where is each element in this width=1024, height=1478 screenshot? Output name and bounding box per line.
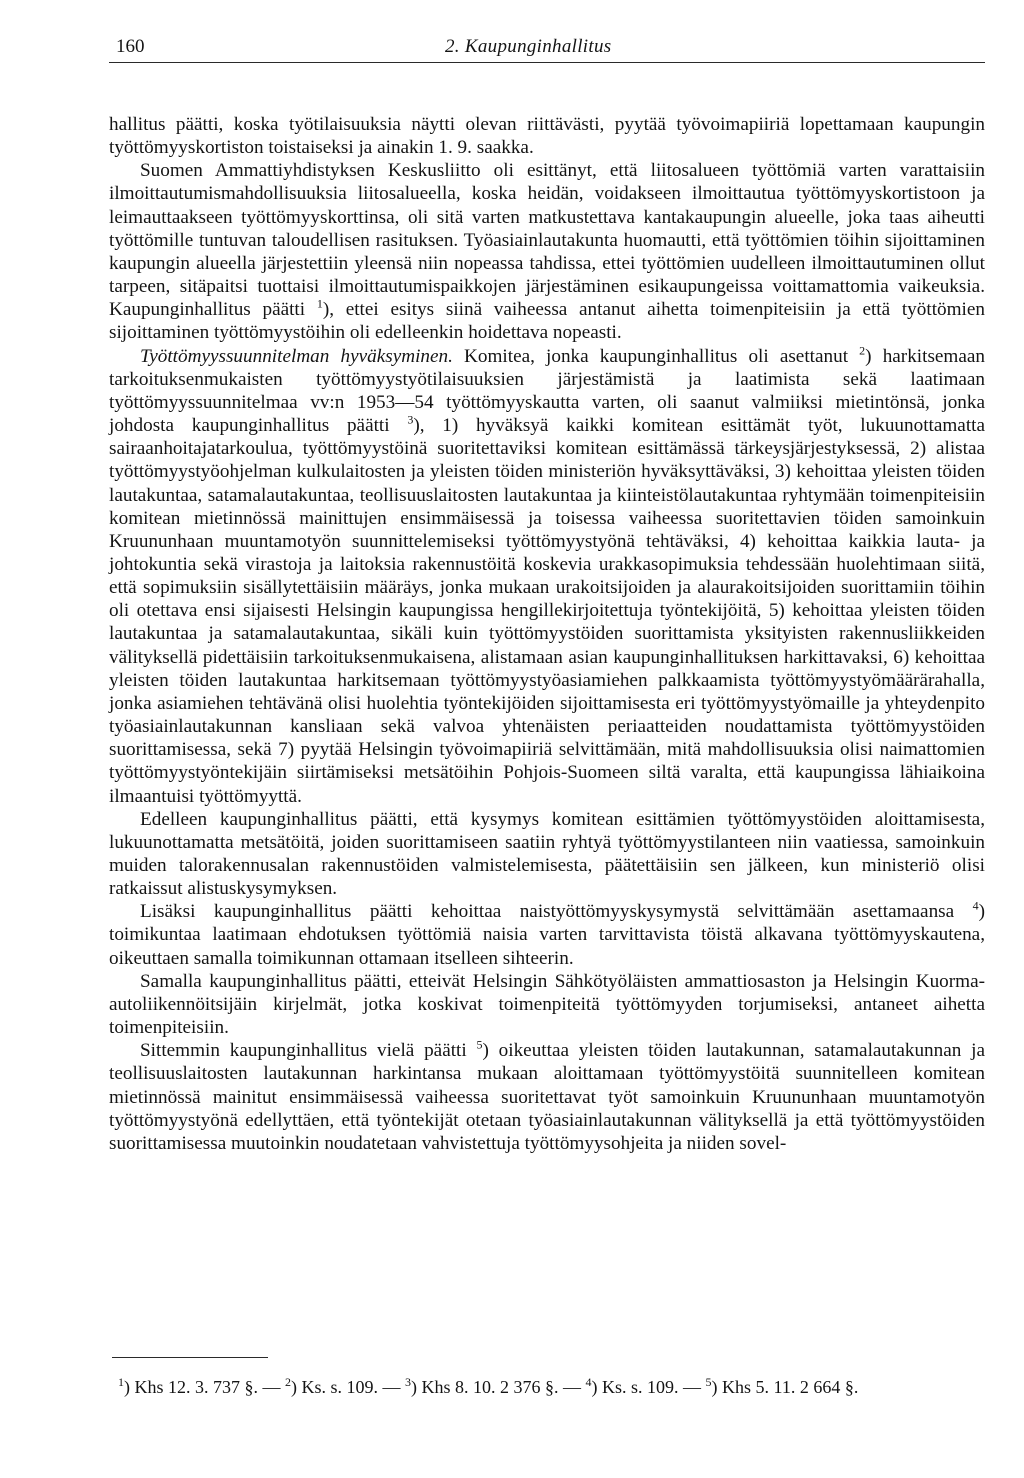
paragraph [109, 808, 985, 901]
paragraph-text: Lisäksi kaupunginhallitus päätti kehoittaa naistyöttömyyskysymystä selvittämään asettamaansa [140, 901, 955, 923]
paragraph [109, 345, 985, 808]
footnotes [112, 1376, 974, 1399]
paragraph-text: hallitus päätti, koska työtilaisuuksia näytti olevan riittävästi, pyytää työvoimapiiriä lopettamaan kaupungin työttömyyskortiston toistaiseksi ja ainakin 1. 9. saakka. [109, 114, 985, 159]
page-number: 160 [116, 36, 145, 57]
document-page [109, 30, 985, 1155]
section-run-in-heading: Työttömyyssuunnitelman hyväksyminen. [140, 345, 453, 367]
footnote-text: ) Khs 8. 10. 2 376 §. — [411, 1377, 586, 1397]
footnote-reference: 1 [316, 296, 323, 311]
footnote-text: ) Khs 12. 3. 737 §. — [124, 1377, 285, 1397]
body-text [109, 113, 985, 1155]
footnote-reference: 2 [859, 343, 866, 358]
footnote-text: ) Ks. s. 109. — [591, 1377, 706, 1397]
paragraph-text: ) toimikuntaa laatimaan ehdotuksen työttömiä naisia varten tarvittavista töistä alkavana työttömyyskautena, oikeuttaen samalla toimikunnan ottamaan itselleen sihteerin. [109, 901, 986, 969]
paragraph-text: Suomen Ammattiyhdistyksen Keskusliitto oli esittänyt, että liitosalueen työttömiä varten varattaisiin ilmoittautumismahdollisuuksia liitosalueella, koska heidän, voidakseen ilmoittautua työttömyyskortistoon ja leimauttaakseen työttömyyskorttinsa, oli sitä varten matkustettava kantakaupungin alueelle, joka taas aiheutti työttömille tuntuvan taloudellisen rasituksen. Työasiainlautakunta huomautti, että työttömien töihin sijoittaminen kaupungin alueella järjestettiin yleensä niin nopeassa tahdissa, ettei työttömien uudelleen ilmoittautuminen ollut tarpeen, sitäpaitsi tuottaisi ilmoittautumispaikkojen järjestäminen esikaupungeissa voittamattomia vaikeuksia. Kaupunginhallitus päätti [109, 160, 985, 321]
paragraph [109, 1039, 985, 1155]
paragraph [109, 159, 985, 344]
paragraph-text: ), ettei esitys siinä vaiheessa antanut aihetta toimenpiteisiin ja että työttömien sijoittaminen työttömyystöihin oli edelleenkin hoidettava nopeasti. [109, 299, 985, 344]
paragraph-text: Sittemmin kaupunginhallitus vielä päätti [140, 1040, 467, 1062]
paragraph-text: ) oikeuttaa yleisten töiden lautakunnan, satamalautakunnan ja teollisuuslaitosten lautakunnan harkintansa mukaan aloittamaan työttömyystöitä suunnitelleen komitean mietinnössä mainitut ensimmäisessä vaiheessa suoritettavat työt samoinkuin Kruununhaan muuntamotyön työttömyystyönä edellyttäen, että työntekijät otetaan työasiainlautakunnan välityksellä ja että työttömyystöiden suorittamisessa muutoinkin noudatetaan vahvistettuja työttömyysohjeita ja niiden sovel- [109, 1040, 985, 1154]
footnote-mark: 3 [405, 1375, 412, 1389]
footnote-mark: 2 [285, 1375, 291, 1389]
paragraph-text: Samalla kaupunginhallitus päätti, etteivät Helsingin Sähkötyöläisten ammattiosaston ja Helsingin Kuorma-autoliikennöitsijäin kirjelmät, jotka koskivat toimenpiteitä työttömyyden torjumiseksi, antaneet aihetta toimenpiteisiin. [109, 970, 985, 1039]
footnote-reference: 4 [972, 898, 979, 913]
paragraph [109, 113, 985, 159]
page-header [109, 30, 985, 63]
footnote-reference: 3 [407, 412, 414, 427]
paragraph-text: Komitea, jonka kaupunginhallitus oli asettanut [452, 345, 849, 367]
footnote-text: ) Khs 5. 11. 2 664 §. [711, 1377, 859, 1397]
footnote-separator [112, 1357, 268, 1358]
footnote-reference: 5 [476, 1037, 483, 1052]
paragraph [109, 900, 985, 969]
paragraph [109, 970, 985, 1039]
paragraph-text: Edelleen kaupunginhallitus päätti, että kysymys komitean esittämien työttömyystöiden aloittamisesta, lukuunottamatta metsätöitä, joiden suorittamiseen saatiin ryhtyä työttömyystilanteen niin vaatiessa, samoinkuin muiden talorakennusalan rakennustöiden valmistelemisesta, päätettäisiin sen jälkeen, kun ministeriö olisi ratkaissut alistuskysymyksen. [109, 808, 985, 900]
footnote-text: ) Ks. s. 109. — [291, 1377, 406, 1397]
running-title: 2. Kaupunginhallitus [445, 36, 612, 57]
footnote-mark: 4 [585, 1375, 592, 1389]
paragraph-text: ) harkitsemaan tarkoituksenmukaisten työttömyystyötilaisuuksien järjestämistä ja laatimista sekä laatimaan työttömyyssuunnitelmaa vv:n 1953—54 työttömyyskautta varten, oli saanut valmiiksi mietintönsä, jonka johdosta kaupunginhallitus päätti [109, 345, 985, 437]
footnote-mark: 1 [118, 1375, 124, 1389]
footnote-mark: 5 [705, 1375, 712, 1389]
paragraph-text: ), 1) hyväksyä kaikki komitean esittämät työt, lukuunottamatta sairaanhoitajatarkoulua, työttömyystöinä suoritettaviksi komitean esittämässä tärkeysjärjestyksessä, 2) alistaa työttömyystyöohjelman kulkulaitosten ja yleisten töiden ministeriön hyväksyttäväksi, 3) kehoittaa yleisten töiden lautakuntaa, satamalautakuntaa, teollisuuslaitosten lautakuntaa ja kiinteistölautakuntaa ryhtymään toimenpiteisiin komitean mietinnössä mainittujen ensimmäisessä ja toisessa vaiheessa suoritettavien töiden samoinkuin Kruununhaan muuntamotyön suunnittelemiseksi työttömyystyönä tehtäväksi, 4) kehoittaa kaikkia lauta- ja johtokuntia sekä virastoja ja laitoksia rakennustöitä koskevia urakkasopimuksia tehdessään huolehtimaan siitä, että sopimuksiin sisällytettäisiin määräys, jonka mukaan urakoitsijoiden ja alaurakoitsijoiden suorittamiin töihin oli otettava ensi sijaisesti Helsingin kaupungissa hengillekirjoitettuja työntekijöitä, 5) kehoittaa yleisten töiden lautakuntaa ja satamalautakuntaa, sikäli kuin työttömyystöiden suorittamista yksityisten rakennusliikkeiden välityksellä pidettäisiin tarkoituksenmukaisena, alistamaan asian kaupunginhallituksen harkittavaksi, 6) kehoittaa yleisten töiden lautakuntaa harkitsemaan työttömyystyöasiamiehen palkkaamista työttömyystyömäärärahalla, jonka asiamiehen tehtävänä olisi huolehtia työntekijöiden sijoittamisesta eri työttömyystyömaille ja yhteydenpito työasiainlautakunnan kansliaan sekä valvoa yhtenäisten periaatteiden noudattamista työttömyystöiden suorittamisessa, sekä 7) pyytää Helsingin työvoimapiiriä selvittämään, mitä mahdollisuuksia olisi naimattomien työttömyystyöntekijäin siirtämiseksi metsätöihin Pohjois-Suomeen siltä varalta, että kaupungissa lähiaikoina ilmaantuisi työttömyyttä. [109, 415, 986, 807]
